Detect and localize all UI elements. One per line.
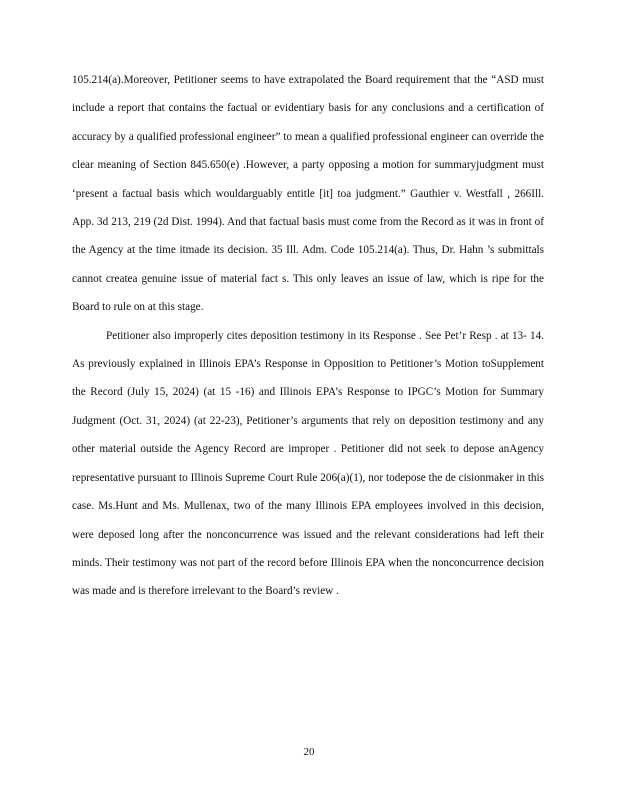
paragraph-2: Petitioner also improperly cites deposition testimony in its Response . See Pet’r Resp . at 13- 14. As previously explained in Illinois EPA’s Response in Opposition to Petitioner’s Motion toSupplement the Record (July 15, 2024) (at 15 -16) and Illinois EPA’s Response to IPGC’s Motion for Summary Judgment (Oct. 31, 2024) (at 22-23), Petitioner’s arguments that rely on deposition testimony and any other material outside the Agency Record are improper . Petitioner did not seek to depose anAgency representative pursuant to Illinois Supreme Court Rule 206(a)(1), nor todepose the de cisionmaker in this case. Ms.Hunt and Ms. Mullenax, two of the many Illinois EPA employees involved in this decision, were deposed long after the nonconcurrence was issued and the relevant considerations had left their minds. Their testimony was not part of the record before Illinois EPA when the nonconcurrence decision was made and is therefore irrelevant to the Board’s review . <box>72 329 544 598</box>
paragraph-1: 105.214(a).Moreover, Petitioner seems to have extrapolated the Board requirement that the “ASD must include a report that contains the factual or evidentiary basis for any conclusions and a certification of accuracy by a qualified professional engineer” to mean a qualified professional engineer can override the clear meaning of Section 845.650(e) .However, a party opposing a motion for summaryjudgment must ‘present a factual basis which wouldarguably entitle [it] toa judgment.” Gauthier v. Westfall , 266Ill. App. 3d 213, 219 (2d Dist. 1994). And that factual basis must come from the Record as it was in front of the Agency at the time itmade its decision. 35 Ill. Adm. Code 105.214(a). Thus, Dr. Hahn ’s submittals cannot createa genuine issue of material fact s. This only leaves an issue of law, which is ripe for the Board to rule on at this stage. <box>72 74 544 314</box>
document-body <box>72 66 544 606</box>
page-number: 20 <box>303 746 315 758</box>
